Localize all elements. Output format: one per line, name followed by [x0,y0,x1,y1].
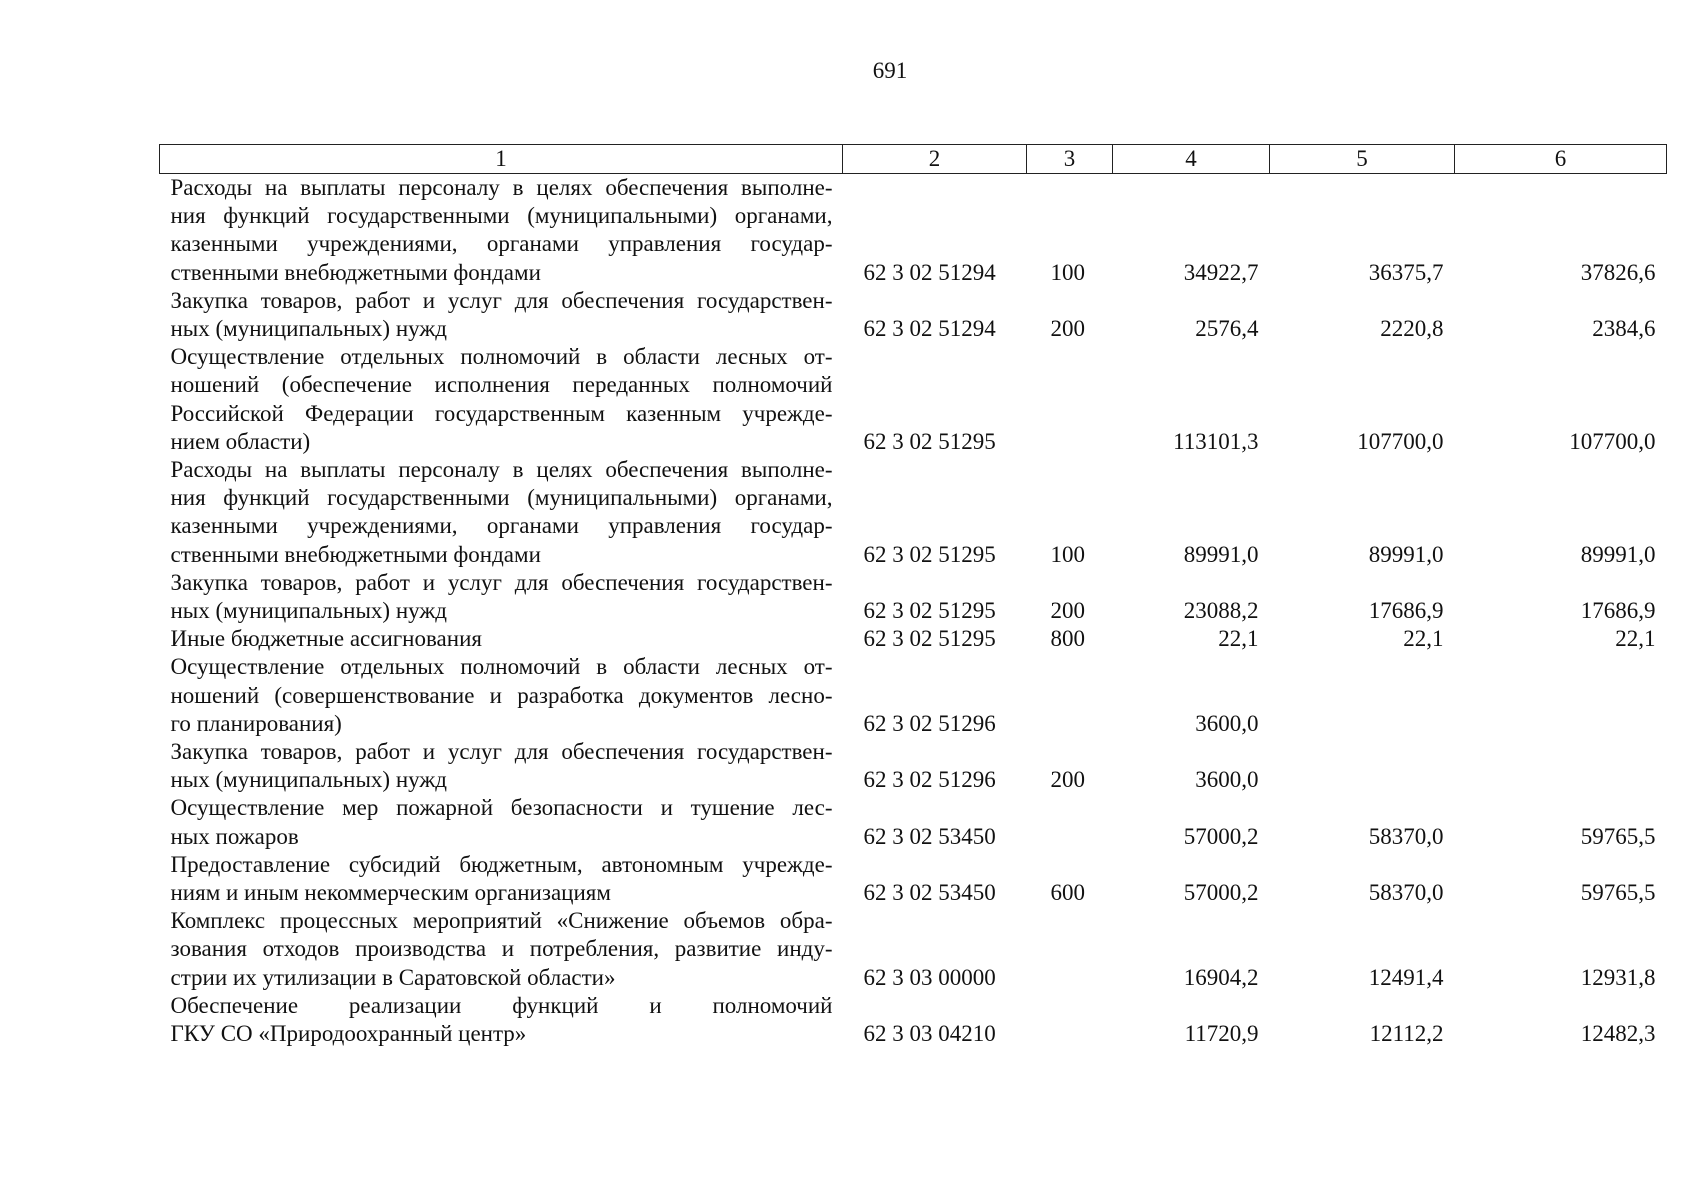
row-description [160,569,843,625]
row-description [160,851,843,907]
row-amount-col5: 107700,0 [1357,428,1444,454]
description-line: казенными учреждениями, органами управления государ- [170,231,833,257]
row-amount-col6 [1455,653,1667,738]
row-expense-type: 200 [1050,598,1085,624]
description-line: Российской Федерации государственным казенным учрежде- [170,400,833,426]
row-amount-col6: 59765,5 [1580,880,1656,906]
header-cell-5: 5 [1270,145,1455,174]
row-amount-col6: 37826,6 [1580,259,1656,285]
row-target-code: 62 3 02 51296 [863,710,996,736]
row-amount-col4: 2576,4 [1195,316,1259,342]
table-body [160,174,1667,1049]
row-target-code: 62 3 02 51295 [863,541,996,567]
description-line: ношений (совершенствование и разработка документов лесно- [170,682,833,708]
row-amount-col6: 107700,0 [1569,428,1656,454]
row-target-code: 62 3 02 51295 [863,428,996,454]
row-expense-type [1027,907,1113,992]
row-amount-col4: 3600,0 [1195,710,1259,736]
row-amount-col4: 57000,2 [1183,823,1259,849]
row-target-code: 62 3 02 53450 [863,880,996,906]
row-expense-type: 600 [1050,880,1085,906]
description-line: стрии их утилизации в Саратовской области» [170,964,616,990]
row-amount-col5: 2220,8 [1380,316,1444,342]
row-description [160,174,843,287]
row-expense-type [1027,343,1113,456]
row-description [160,625,843,653]
row-amount-col5: 17686,9 [1368,598,1444,624]
description-line: Закупка товаров, работ и услуг для обеспечения государствен- [170,287,833,313]
description-line: Осуществление мер пожарной безопасности и тушение лес- [170,795,833,821]
row-amount-col5 [1270,738,1455,794]
description-line: казенными учреждениями, органами управления государ- [170,513,833,539]
description-line: Закупка товаров, работ и услуг для обеспечения государствен- [170,569,833,595]
row-expense-type [1027,653,1113,738]
row-expense-type [1027,794,1113,850]
description-line: Осуществление отдельных полномочий в области лесных от- [170,654,833,680]
table-row [160,738,1667,794]
description-line: ния функций государственными (муниципальными) органами, [170,203,833,229]
header-cell-6: 6 [1455,145,1667,174]
description-line: Иные бюджетные ассигнования [170,626,482,652]
description-line: ных (муниципальных) нужд [170,316,447,342]
row-amount-col6: 59765,5 [1580,823,1656,849]
row-target-code: 62 3 02 51294 [863,316,996,342]
table-row [160,456,1667,569]
table-row [160,794,1667,850]
row-amount-col4: 3600,0 [1195,767,1259,793]
row-amount-col6: 2384,6 [1592,316,1656,342]
row-expense-type: 100 [1050,541,1085,567]
row-description [160,456,843,569]
row-target-code: 62 3 02 51295 [863,626,996,652]
table-row [160,625,1667,653]
row-description [160,653,843,738]
row-amount-col5: 22,1 [1403,626,1444,652]
row-amount-col5: 12112,2 [1369,1021,1444,1047]
description-line: нием области) [170,428,311,454]
row-description [160,343,843,456]
row-target-code: 62 3 02 51296 [863,767,996,793]
row-target-code: 62 3 02 53450 [863,823,996,849]
row-description [160,794,843,850]
row-amount-col6: 89991,0 [1580,541,1656,567]
row-amount-col6: 12931,8 [1580,964,1656,990]
description-line: Обеспечение реализации функций и полномочий [170,992,833,1018]
description-line: Осуществление отдельных полномочий в области лесных от- [170,344,833,370]
row-description [160,907,843,992]
row-amount-col5: 58370,0 [1368,823,1444,849]
header-cell-3: 3 [1027,145,1113,174]
budget-table-container [159,144,1666,1048]
table-row [160,653,1667,738]
description-line: ственными внебюджетными фондами [170,259,541,285]
table-header [160,145,1667,174]
row-expense-type: 100 [1050,259,1085,285]
description-line: ных (муниципальных) нужд [170,598,447,624]
row-amount-col4: 34922,7 [1183,259,1259,285]
table-row [160,851,1667,907]
header-row [160,145,1667,174]
row-target-code: 62 3 02 51295 [863,598,996,624]
row-amount-col5 [1270,653,1455,738]
row-target-code: 62 3 03 04210 [863,1021,996,1047]
description-line: ных (муниципальных) нужд [170,767,447,793]
row-amount-col5: 36375,7 [1368,259,1444,285]
row-expense-type: 200 [1050,316,1085,342]
table-row [160,907,1667,992]
row-amount-col4: 57000,2 [1183,880,1259,906]
row-amount-col4: 113101,3 [1173,428,1259,454]
row-expense-type: 800 [1050,626,1085,652]
table-row [160,174,1667,287]
row-amount-col6: 17686,9 [1580,598,1656,624]
description-line: ния функций государственными (муниципальными) органами, [170,485,833,511]
row-amount-col4: 22,1 [1218,626,1259,652]
row-amount-col4: 89991,0 [1183,541,1259,567]
row-amount-col5: 89991,0 [1368,541,1444,567]
description-line: го планирования) [170,710,342,736]
page-number: 691 [872,58,908,83]
header-cell-1: 1 [160,145,843,174]
row-expense-type: 200 [1050,767,1085,793]
row-amount-col6: 12482,3 [1580,1021,1656,1047]
row-amount-col6 [1455,738,1667,794]
description-line: ственными внебюджетными фондами [170,541,541,567]
table-row [160,343,1667,456]
table-row [160,569,1667,625]
row-description [160,992,843,1048]
header-cell-4: 4 [1113,145,1270,174]
table-row [160,992,1667,1048]
row-target-code: 62 3 03 00000 [863,964,996,990]
budget-table [159,144,1667,1048]
header-cell-2: 2 [843,145,1027,174]
description-line: Расходы на выплаты персоналу в целях обеспечения выполне- [170,175,833,200]
table-row [160,287,1667,343]
description-line: зования отходов производства и потребления, развитие инду- [170,936,833,962]
description-line: Комплекс процессных мероприятий «Снижение объемов обра- [170,908,833,934]
row-description [160,738,843,794]
description-line: ГКУ СО «Природоохранный центр» [170,1021,527,1047]
row-amount-col4: 16904,2 [1183,964,1259,990]
row-amount-col5: 12491,4 [1368,964,1444,990]
description-line: Закупка товаров, работ и услуг для обеспечения государствен- [170,739,833,765]
description-line: ных пожаров [170,823,299,849]
description-line: Расходы на выплаты персоналу в целях обеспечения выполне- [170,457,833,483]
description-line: ношений (обеспечение исполнения переданных полномочий [170,372,833,398]
row-amount-col4: 11720,9 [1184,1021,1259,1047]
row-amount-col6: 22,1 [1615,626,1656,652]
row-expense-type [1027,992,1113,1048]
row-target-code: 62 3 02 51294 [863,259,996,285]
description-line: Предоставление субсидий бюджетным, автономным учрежде- [170,851,833,877]
row-amount-col4: 23088,2 [1183,598,1259,624]
row-description [160,287,843,343]
description-line: ниям и иным некоммерческим организациям [170,880,611,906]
row-amount-col5: 58370,0 [1368,880,1444,906]
